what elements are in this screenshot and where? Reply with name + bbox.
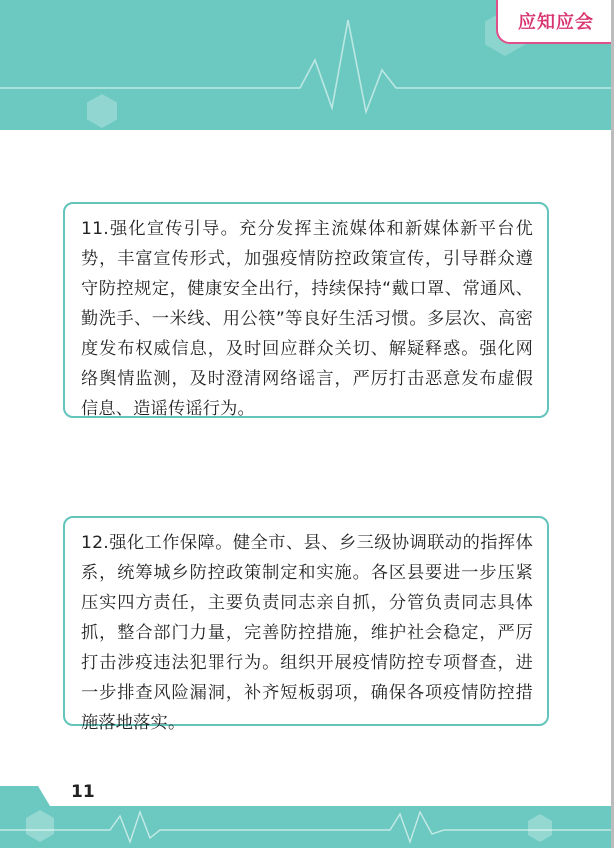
- section-tab: [496, 0, 614, 44]
- section-tab-label: 应知应会: [518, 12, 594, 33]
- footer-decoration: [0, 772, 614, 848]
- page-number: 11: [71, 782, 95, 802]
- item-12-text: 12.强化工作保障。健全市、县、乡三级协调联动的指挥体系，统筹城乡防控政策制定和实施。各区县要进一步压紧压实四方责任，主要负责同志亲自抓，分管负责同志具体抓，整合部门力量，完善防控措施，维护社会稳定，严厉打击涉疫违法犯罪行为。组织开展疫情防控专项督查，进一步排查风险漏洞，补齐短板弱项，确保各项疫情防控措施落地落实。: [81, 533, 533, 733]
- content-box-12: [63, 516, 549, 733]
- item-11-text: 11.强化宣传引导。充分发挥主流媒体和新媒体新平台优势，丰富宣传形式，加强疫情防控政策宣传，引导群众遵守防控规定，健康安全出行，持续保持“戴口罩、常通风、勤洗手、一米线、用公筷”等良好生活习惯。多层次、高密度发布权威信息，及时回应群众关切、解疑释惑。强化网络舆情监测，及时澄清网络谣言，严厉打击恶意发布虚假信息、造谣传谣行为。: [81, 219, 533, 419]
- content-box-11: [63, 202, 549, 418]
